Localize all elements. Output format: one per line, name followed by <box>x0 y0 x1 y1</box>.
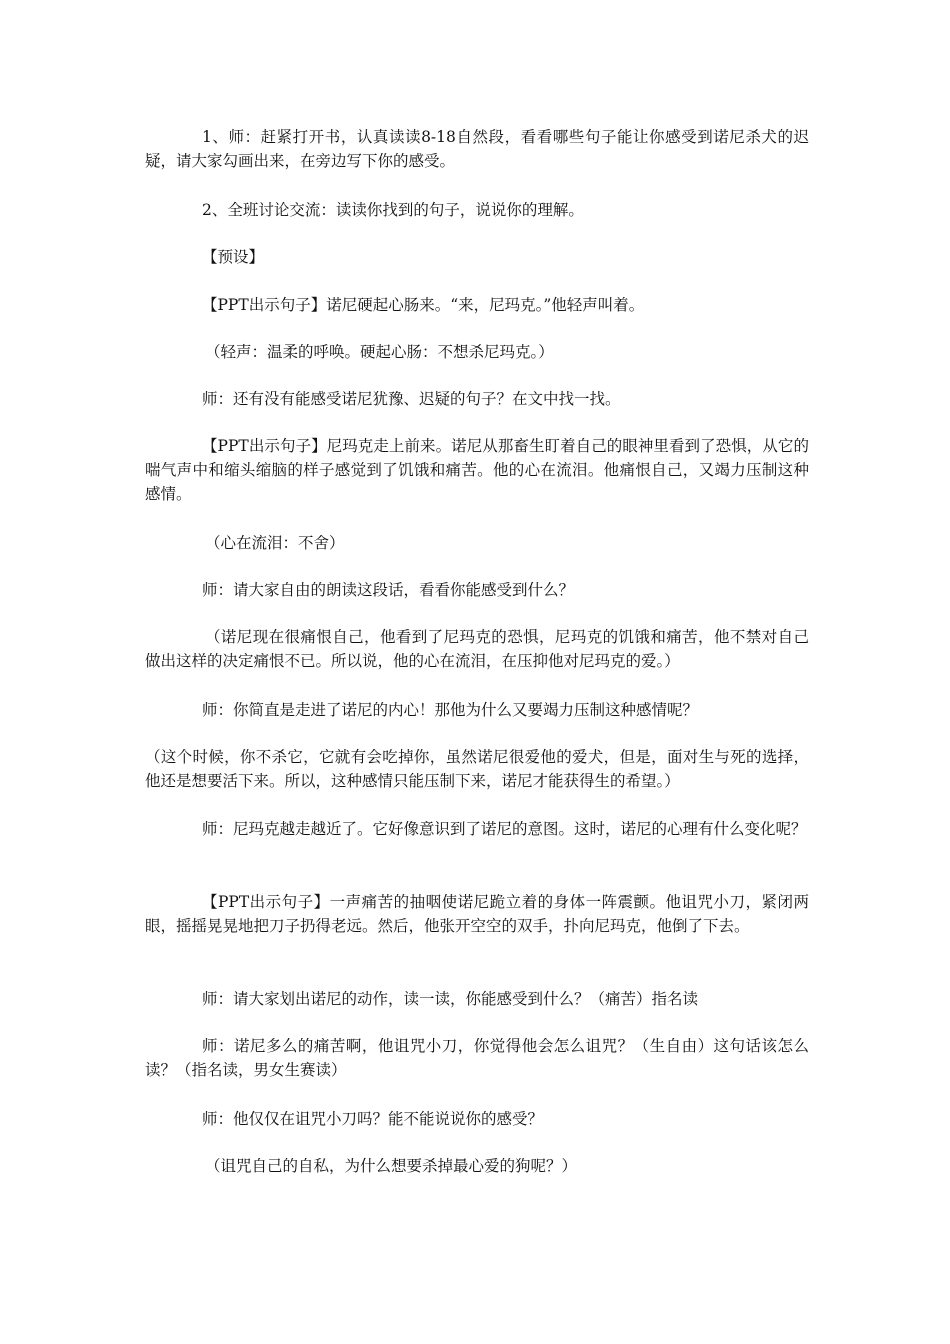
paragraph-ppt-sentence-3: 【PPT出示句子】一声痛苦的抽咽使诺尼跪立着的身体一阵震颤。他诅咒小刀，紧闭两眼，摇摇晃晃地把刀子扔得老远。然后，他张开空空的双手，扑向尼玛克，他倒了下去。 <box>145 893 809 935</box>
paragraph-teacher-7: 师：他仅仅在诅咒小刀吗？能不能说说你的感受？ <box>202 1110 544 1128</box>
paragraph-teacher-2: 师：请大家自由的朗读这段话，看看你能感受到什么？ <box>202 581 575 599</box>
paragraph-ppt-sentence-2: 【PPT出示句子】尼玛克走上前来。诺尼从那畜生盯着自己的眼神里看到了恐惧，从它的喘气声中和缩头缩脑的样子感觉到了饥饿和痛苦。他的心在流泪。他痛恨自己，又竭力压制这种感情。 <box>145 437 809 503</box>
paragraph-teacher-6: 师：诺尼多么的痛苦啊，他诅咒小刀，你觉得他会怎么诅咒？（生自由）这句话该怎么读？（指名读，男女生赛读） <box>145 1037 809 1079</box>
paragraph-teacher-5: 师：请大家划出诺尼的动作，读一读，你能感受到什么？（痛苦）指名读 <box>202 990 699 1008</box>
paragraph-teacher-3: 师：你简直是走进了诺尼的内心！那他为什么又要竭力压制这种感情呢？ <box>202 701 699 719</box>
paragraph-ppt-sentence-1: 【PPT出示句子】诺尼硬起心肠来。“来，尼玛克。”他轻声叫着。 <box>202 296 645 314</box>
paragraph-step-1: 1、师：赶紧打开书，认真读读8-18自然段，看看哪些句子能让你感受到诺尼杀犬的迟疑，请大家勾画出来，在旁边写下你的感受。 <box>145 128 809 170</box>
paragraph-teacher-1: 师：还有没有能感受诺尼犹豫、迟疑的句子？在文中找一找。 <box>202 390 621 408</box>
paragraph-note-1: （轻声：温柔的呼唤。硬起心肠：不想杀尼玛克。） <box>205 343 554 361</box>
paragraph-note-2: （心在流泪：不舍） <box>205 534 345 552</box>
paragraph-step-2: 2、全班讨论交流：读读你找到的句子，说说你的理解。 <box>202 201 584 219</box>
paragraph-preset-heading: 【预设】 <box>202 248 265 266</box>
paragraph-teacher-4: 师：尼玛克越走越近了。它好像意识到了诺尼的意图。这时，诺尼的心理有什么变化呢？ <box>202 820 807 838</box>
paragraph-answer-2: （这个时候，你不杀它，它就有会吃掉你，虽然诺尼很爱他的爱犬，但是，面对生与死的选择，他还是想要活下来。所以，这种感情只能压制下来，诺尼才能获得生的希望。） <box>145 748 809 790</box>
paragraph-answer-1: （诺尼现在很痛恨自己，他看到了尼玛克的恐惧，尼玛克的饥饿和痛苦，他不禁对自己做出这样的决定痛恨不已。所以说，他的心在流泪，在压抑他对尼玛克的爱。） <box>145 628 809 670</box>
paragraph-answer-3: （诅咒自己的自私，为什么想要杀掉最心爱的狗呢？） <box>205 1157 578 1175</box>
